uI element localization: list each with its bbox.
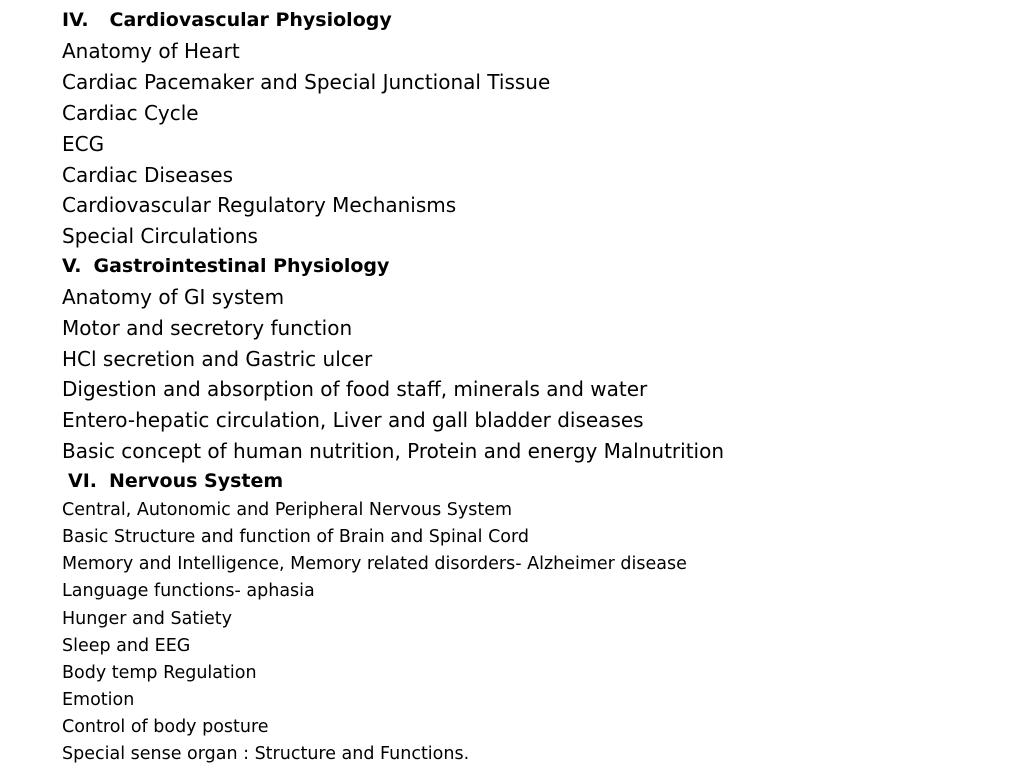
list-item: Language functions- aphasia [62, 581, 315, 601]
list-item: Special Circulations [62, 224, 258, 248]
list-item: Special sense organ : Structure and Functions. [62, 744, 470, 764]
list-item: Memory and Intelligence, Memory related disorders- Alzheimer disease [62, 554, 687, 574]
list-item: Cardiovascular Regulatory Mechanisms [62, 193, 457, 217]
list-item: Central, Autonomic and Peripheral Nervous System [62, 500, 513, 520]
list-item: Emotion [62, 690, 135, 710]
list-item: Hunger and Satiety [62, 609, 233, 629]
list-item: Entero-hepatic circulation, Liver and gall bladder diseases [62, 408, 644, 432]
list-item: Anatomy of GI system [62, 285, 285, 309]
section-title: Cardiovascular Physiology [109, 9, 392, 31]
list-item: Anatomy of Heart [62, 39, 240, 63]
list-item: Motor and secretory function [62, 316, 353, 340]
list-item: Cardiac Diseases [62, 163, 234, 187]
section-number: IV. [62, 9, 89, 31]
section-title: Gastrointestinal Physiology [93, 255, 390, 277]
section-title: Nervous System [109, 470, 284, 492]
list-item: Body temp Regulation [62, 663, 257, 683]
section-heading-cardiovascular [62, 11, 392, 30]
list-item: Control of body posture [62, 717, 269, 737]
list-item: Digestion and absorption of food staff, minerals and water [62, 377, 648, 401]
list-item: Basic Structure and function of Brain and Spinal Cord [62, 527, 529, 547]
list-item: HCl secretion and Gastric ulcer [62, 347, 373, 371]
list-item: Cardiac Pacemaker and Special Junctional Tissue [62, 70, 551, 94]
list-item: Sleep and EEG [62, 636, 191, 656]
list-item: Cardiac Cycle [62, 101, 199, 125]
list-item: Basic concept of human nutrition, Protein and energy Malnutrition [62, 439, 725, 463]
section-heading-nervous [68, 472, 283, 491]
section-number: VI. [68, 470, 97, 492]
section-number: V. [62, 255, 82, 277]
section-heading-gastrointestinal [62, 257, 389, 276]
list-item: ECG [62, 132, 105, 156]
